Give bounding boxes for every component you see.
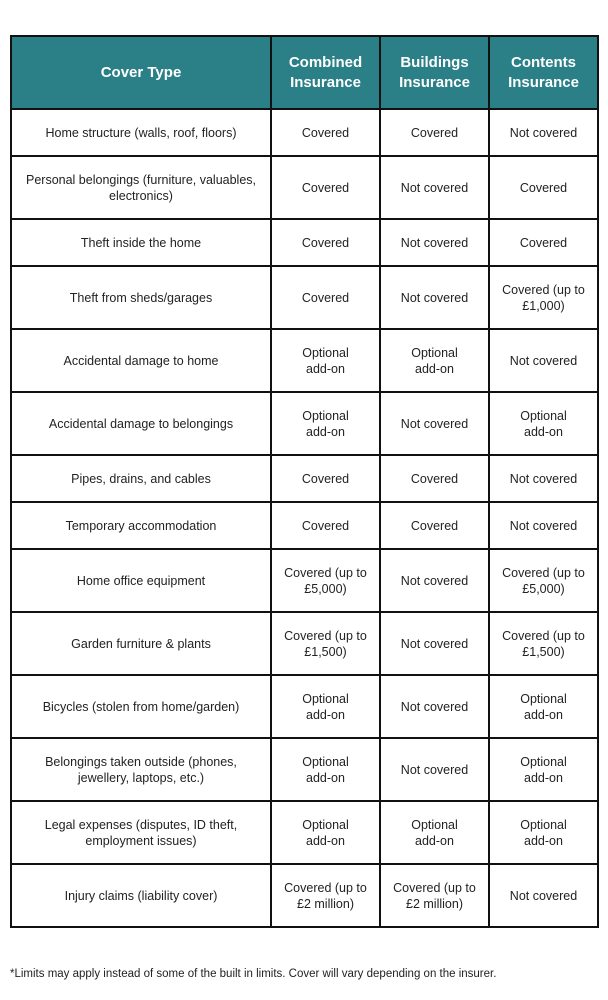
buildings-cell: Not covered xyxy=(380,266,489,329)
combined-cell: Covered xyxy=(271,156,380,219)
table-row xyxy=(11,455,598,502)
combined-cell: Covered xyxy=(271,266,380,329)
cover-type-cell: Theft inside the home xyxy=(11,219,271,266)
buildings-cell: Optional add-on xyxy=(380,329,489,392)
combined-cell: Optional add-on xyxy=(271,675,380,738)
buildings-cell: Covered xyxy=(380,109,489,156)
table-row xyxy=(11,549,598,612)
cover-type-cell: Pipes, drains, and cables xyxy=(11,455,271,502)
table-row xyxy=(11,864,598,927)
cover-type-cell: Garden furniture & plants xyxy=(11,612,271,675)
combined-cell: Covered xyxy=(271,219,380,266)
contents-cell: Not covered xyxy=(489,502,598,549)
contents-cell: Not covered xyxy=(489,109,598,156)
contents-cell: Not covered xyxy=(489,864,598,927)
buildings-cell: Covered xyxy=(380,502,489,549)
buildings-cell: Not covered xyxy=(380,156,489,219)
buildings-cell: Not covered xyxy=(380,392,489,455)
combined-cell: Covered (up to £1,500) xyxy=(271,612,380,675)
combined-cell: Covered xyxy=(271,455,380,502)
table-body xyxy=(11,109,598,927)
cover-type-cell: Legal expenses (disputes, ID theft, employment issues) xyxy=(11,801,271,864)
contents-cell: Optional add-on xyxy=(489,801,598,864)
table-row xyxy=(11,502,598,549)
cover-type-cell: Injury claims (liability cover) xyxy=(11,864,271,927)
combined-cell: Covered xyxy=(271,109,380,156)
cover-type-cell: Temporary accommodation xyxy=(11,502,271,549)
buildings-cell: Covered xyxy=(380,455,489,502)
contents-cell: Covered (up to £5,000) xyxy=(489,549,598,612)
cover-type-cell: Home office equipment xyxy=(11,549,271,612)
cover-type-cell: Personal belongings (furniture, valuables, electronics) xyxy=(11,156,271,219)
header-combined-insurance: Combined Insurance xyxy=(271,36,380,109)
combined-cell: Covered xyxy=(271,502,380,549)
combined-cell: Optional add-on xyxy=(271,801,380,864)
table-header xyxy=(11,36,598,109)
table-row xyxy=(11,675,598,738)
contents-cell: Not covered xyxy=(489,329,598,392)
table-row xyxy=(11,266,598,329)
buildings-cell: Not covered xyxy=(380,219,489,266)
cover-type-cell: Bicycles (stolen from home/garden) xyxy=(11,675,271,738)
contents-cell: Covered (up to £1,000) xyxy=(489,266,598,329)
buildings-cell: Not covered xyxy=(380,675,489,738)
header-cover-type: Cover Type xyxy=(11,36,271,109)
header-contents-insurance: Contents Insurance xyxy=(489,36,598,109)
buildings-cell: Not covered xyxy=(380,612,489,675)
table-row xyxy=(11,109,598,156)
contents-cell: Covered xyxy=(489,219,598,266)
contents-cell: Optional add-on xyxy=(489,392,598,455)
table-row xyxy=(11,156,598,219)
table-row xyxy=(11,329,598,392)
cover-type-cell: Accidental damage to belongings xyxy=(11,392,271,455)
table-row xyxy=(11,219,598,266)
contents-cell: Covered (up to £1,500) xyxy=(489,612,598,675)
buildings-cell: Covered (up to £2 million) xyxy=(380,864,489,927)
buildings-cell: Not covered xyxy=(380,549,489,612)
contents-cell: Covered xyxy=(489,156,598,219)
combined-cell: Optional add-on xyxy=(271,392,380,455)
table-row xyxy=(11,801,598,864)
combined-cell: Covered (up to £2 million) xyxy=(271,864,380,927)
contents-cell: Optional add-on xyxy=(489,738,598,801)
combined-cell: Covered (up to £5,000) xyxy=(271,549,380,612)
table-row xyxy=(11,392,598,455)
cover-type-cell: Belongings taken outside (phones, jewellery, laptops, etc.) xyxy=(11,738,271,801)
table-header-row xyxy=(11,36,598,109)
contents-cell: Optional add-on xyxy=(489,675,598,738)
buildings-cell: Not covered xyxy=(380,738,489,801)
cover-type-cell: Accidental damage to home xyxy=(11,329,271,392)
table-row xyxy=(11,612,598,675)
cover-type-cell: Theft from sheds/garages xyxy=(11,266,271,329)
insurance-comparison-table xyxy=(10,35,599,928)
header-buildings-insurance: Buildings Insurance xyxy=(380,36,489,109)
table-row xyxy=(11,738,598,801)
buildings-cell: Optional add-on xyxy=(380,801,489,864)
contents-cell: Not covered xyxy=(489,455,598,502)
combined-cell: Optional add-on xyxy=(271,738,380,801)
combined-cell: Optional add-on xyxy=(271,329,380,392)
cover-type-cell: Home structure (walls, roof, floors) xyxy=(11,109,271,156)
footnote: *Limits may apply instead of some of the built in limits. Cover will vary depending on the insurer. xyxy=(10,968,497,980)
